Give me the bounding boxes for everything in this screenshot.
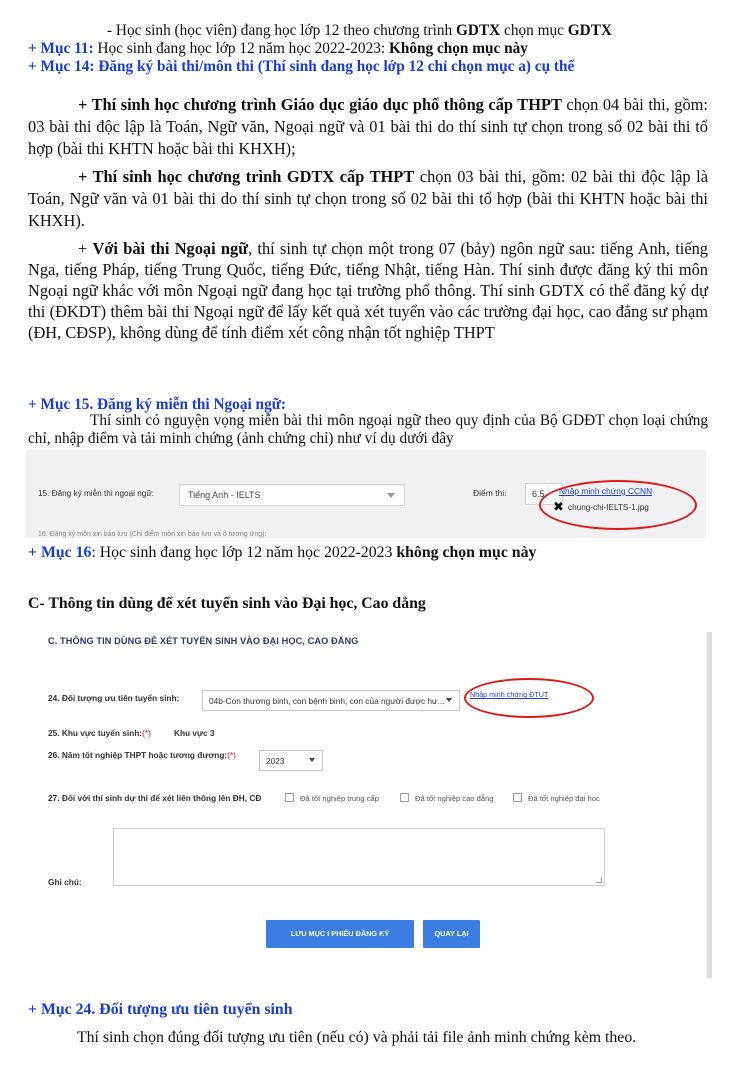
checkbox-box[interactable] — [400, 793, 409, 802]
paragraph-gdtx — [28, 166, 708, 232]
year-select-value: 2023 — [266, 756, 285, 766]
bao-luu-label-cut: 16. Đăng ký môn xin bảo lưu (Chỉ điểm môn xin bảo lưu và ô tương ứng): — [38, 531, 267, 538]
muc15-heading: + Mục 15. Đăng ký miễn thi Ngoại ngữ: — [28, 396, 286, 413]
checkbox-box[interactable] — [513, 793, 522, 802]
f25-label — [48, 728, 151, 738]
muc16-line — [28, 544, 536, 562]
p2-text: chọn 03 bài thi, gồm: 02 bài thi độc lập là Toán, Ngữ văn và 01 bài thi do thí sinh tự chọn trong số 02 bài thi tổ hợp (bài thi KHTN hoặc bài thi KHXH). — [28, 167, 708, 230]
mien-thi-label: 15. Đăng ký miễn thi ngoại ngữ: — [38, 489, 155, 498]
muc16-text: : Học sinh đang học lớp 12 năm học 2022-2023 — [91, 544, 397, 561]
muc11-bold: Không chọn mục này — [388, 40, 528, 57]
notes-textarea[interactable] — [113, 828, 605, 886]
priority-select-value: 04b-Con thương binh, con bệnh binh, con của người được hư... — [209, 696, 445, 706]
f25-label-text: 25. Khu vực tuyển sinh: — [48, 728, 143, 738]
section-c-heading — [28, 595, 426, 613]
gdtx-line-mid: chọn mục — [500, 22, 568, 39]
language-select[interactable] — [179, 484, 405, 506]
muc16-label: + Mục 16 — [28, 544, 92, 561]
chevron-down-icon — [309, 758, 315, 762]
highlight-ellipse — [464, 678, 594, 718]
back-button[interactable]: QUAY LẠI — [423, 920, 480, 948]
gdtx-line-text: - Học sinh (học viên) đang học lớp 12 theo chương trình — [107, 22, 457, 39]
resize-grip-icon[interactable] — [596, 877, 602, 883]
checkbox-trung-cap[interactable] — [285, 793, 379, 803]
muc11-label: + Mục 11: — [28, 40, 94, 57]
diem-thi-label: Điểm thi: — [473, 488, 507, 498]
muc15-paragraph: Thí sinh có nguyện vọng miễn bài thi môn ngoại ngữ theo quy định của Bộ GDĐT chọn loại chứng chỉ, nhập điểm và tải minh chứng (ảnh chứng chỉ) như ví dụ dưới đây — [28, 412, 708, 447]
muc11-line — [28, 40, 528, 58]
form-section-title: C. THÔNG TIN DÙNG ĐỂ XÉT TUYỂN SINH VÀO ĐẠI HỌC, CAO ĐẲNG — [48, 636, 359, 646]
f26-label-text: 26. Năm tốt nghiệp THPT hoặc tương đương: — [48, 750, 228, 760]
ghi-chu-label: Ghi chú: — [48, 877, 82, 887]
gdtx-bold-1: GDTX — [456, 22, 501, 39]
checkbox-dai-hoc[interactable] — [513, 793, 600, 803]
priority-select[interactable] — [202, 690, 460, 711]
checkbox-dai-hoc-label: Đã tốt nghiệp đại học — [528, 794, 600, 803]
gdtx-bold-2: GDTX — [567, 22, 612, 39]
ngoai-ngu-form-screenshot — [26, 450, 706, 538]
chevron-down-icon — [387, 493, 395, 498]
delete-file-icon[interactable]: ✖ — [553, 499, 564, 514]
xet-tuyen-form-screenshot — [36, 622, 712, 978]
f26-label — [48, 750, 236, 760]
muc24-paragraph: Thí sinh chọn đúng đối tượng ưu tiên (nếu có) và phải tải file ảnh minh chứng kèm theo. — [77, 1029, 637, 1046]
muc11-text: Học sinh đang học lớp 12 năm học 2022-2023: — [93, 40, 389, 57]
f25-required: (*) — [142, 728, 151, 738]
upload-dtut-link[interactable]: Nhập minh chứng ĐTUT — [470, 690, 549, 699]
paragraph-thpt — [28, 94, 708, 160]
section-c-text: C- Thông tin dùng để xét tuyển sinh vào Đại học, Cao dẳng — [28, 595, 426, 612]
muc16-bold: không chọn mục này — [396, 544, 537, 561]
p3-bold: Với bài thi Ngoại ngữ — [92, 239, 249, 258]
uploaded-file-name: chung-chi-IELTS-1.jpg — [568, 503, 649, 512]
score-input[interactable]: 6.5 — [525, 483, 563, 505]
f27-label: 27. Đối với thí sinh dự thi để xét liên thông lên ĐH, CĐ — [48, 793, 262, 803]
upload-ccnn-link[interactable]: Nhập minh chứng CCNN — [559, 486, 653, 496]
p1-text: chọn 04 bài thi, gồm: 03 bài thi độc lập là Toán, Ngữ văn, Ngoại ngữ và 01 bài thi do thí sinh tự chọn trong số 02 bài thi tổ hợp (bài thi KHTN hoặc bài thi KHXH); — [28, 95, 708, 158]
f26-required: (*) — [227, 750, 236, 760]
p1-bold: + Thí sinh học chương trình Giáo dục giáo dục phổ thông cấp THPT — [78, 95, 562, 114]
gdtx-line — [107, 22, 612, 40]
highlight-ellipse — [539, 480, 697, 530]
muc14-heading: + Mục 14: Đăng ký bài thi/môn thi (Thí sinh đang học lớp 12 chỉ chọn mục a) cụ thể — [28, 58, 575, 75]
p3-pre: + — [78, 239, 93, 258]
chevron-down-icon — [446, 698, 452, 702]
checkbox-box[interactable] — [285, 793, 294, 802]
year-select[interactable] — [259, 750, 323, 771]
scrollbar[interactable] — [707, 632, 712, 978]
paragraph-ngoai-ngu — [28, 238, 708, 343]
p3-text: , thí sinh tự chọn một trong 07 (bảy) ngôn ngữ sau: tiếng Anh, tiếng Nga, tiếng Pháp, tiếng Trung Quốc, tiếng Đức, tiếng Nhật, tiếng Hàn. Thí sinh được đăng ký thi môn Ngoại ngữ khác với môn Ngoại ngữ đang học tại trường phổ thông. Thí sinh GDTX có thể đăng ký dự thi (ĐKDT) thêm bài thi Ngoại ngữ để lấy kết quả xét tuyển vào các trường đại học, cao đẳng sư phạm (ĐH, CĐSP), không dùng để tính điểm xét công nhận tốt nghiệp THPT — [28, 239, 708, 342]
checkbox-trung-cap-label: Đã tốt nghiệp trung cấp — [300, 794, 379, 803]
language-select-value: Tiếng Anh - IELTS — [188, 490, 261, 500]
f24-label: 24. Đối tượng ưu tiên tuyển sinh: — [48, 693, 180, 703]
muc24-heading: + Mục 24. Đối tượng ưu tiên tuyển sinh — [28, 1001, 293, 1018]
checkbox-cao-dang-label: Đã tốt nghiệp cao đẳng — [415, 794, 494, 803]
khu-vuc-value: Khu vực 3 — [174, 728, 215, 738]
checkbox-cao-dang[interactable] — [400, 793, 494, 803]
save-button[interactable]: LƯU MỤC I PHIẾU ĐĂNG KÝ — [266, 920, 414, 948]
p2-bold: + Thí sinh học chương trình GDTX cấp THPT — [78, 167, 415, 186]
